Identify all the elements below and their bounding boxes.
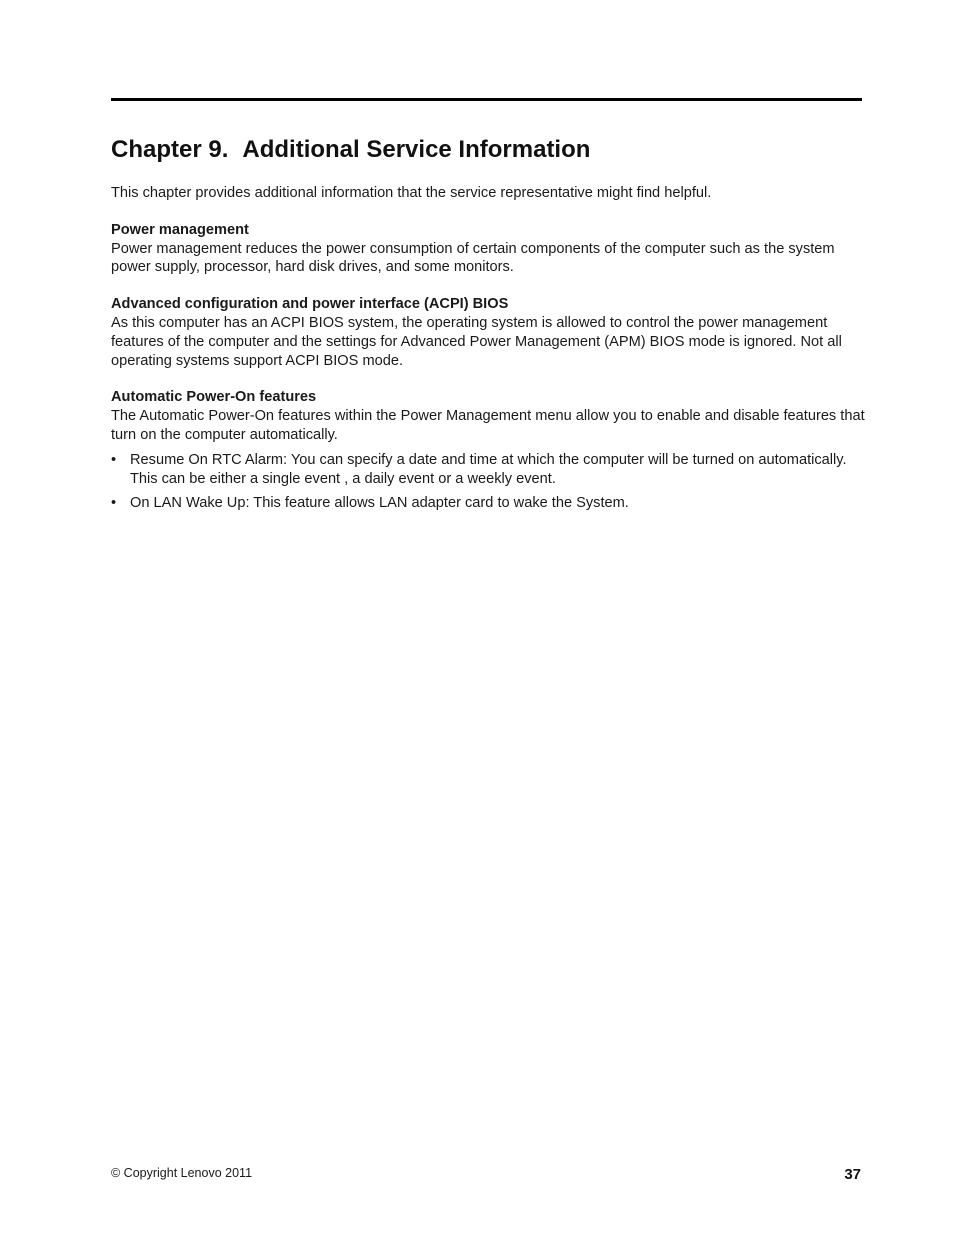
chapter-title <box>111 134 590 166</box>
power-on-features-list <box>111 451 866 513</box>
section-text-acpi-bios: As this computer has an ACPI BIOS system, the operating system is allowed to control the power management features of the computer and the settings for Advanced Power Management (APM) BIOS mode is ignored. Not all operating systems support ACPI BIOS mode. <box>111 314 842 369</box>
section-heading-power-management: Power management <box>111 221 249 238</box>
section-text-power-management: Power management reduces the power consumption of certain components of the computer such as the system power supply, processor, hard disk drives, and some monitors. <box>111 240 835 276</box>
list-item-text: On LAN Wake Up: This feature allows LAN adapter card to wake the System. <box>130 495 629 512</box>
section-heading-acpi-bios: Advanced configuration and power interface (ACPI) BIOS <box>111 296 509 313</box>
footer-copyright: © Copyright Lenovo 2011 <box>111 1166 253 1180</box>
bullet-icon: • <box>111 451 117 468</box>
page-number: 37 <box>844 1166 861 1183</box>
chapter-number: Chapter 9. <box>111 136 229 163</box>
chapter-intro: This chapter provides additional information that the service representative might find helpful. <box>111 185 712 201</box>
list-item-text: Resume On RTC Alarm: You can specify a date and time at which the computer will be turned on automatically. This can be either a single event , a daily event or a weekly event. <box>130 451 847 487</box>
list-item <box>111 494 866 513</box>
section-text-automatic-power-on: The Automatic Power-On features within the Power Management menu allow you to enable and disable features that turn on the computer automatically. <box>111 408 865 443</box>
section-heading-automatic-power-on: Automatic Power-On features <box>111 389 317 406</box>
chapter-top-rule <box>111 98 862 101</box>
page-content <box>111 184 866 513</box>
list-item <box>111 451 866 489</box>
bullet-icon: • <box>111 495 117 512</box>
chapter-title-text: Additional Service Information <box>242 136 591 163</box>
